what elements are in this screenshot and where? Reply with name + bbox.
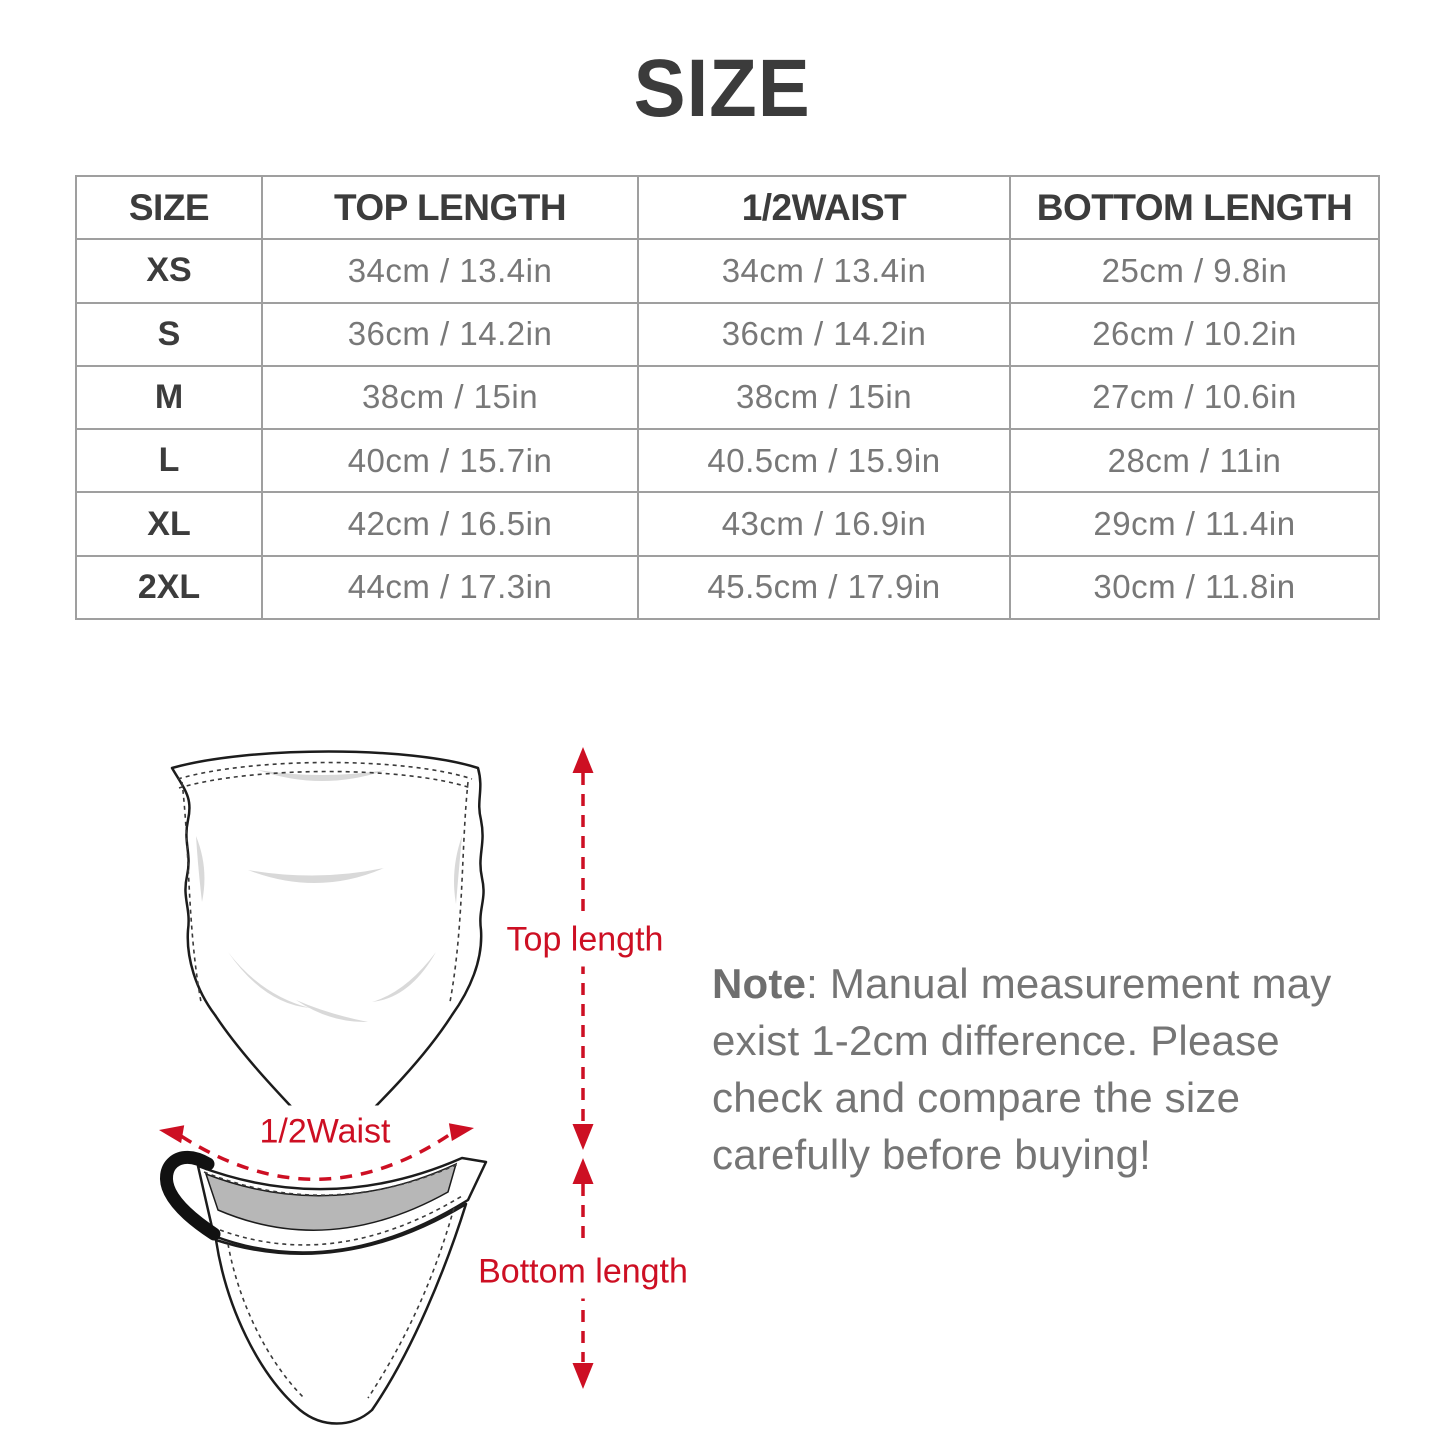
page-title: SIZE [634,43,811,134]
size-cell: L [76,429,262,492]
table-row [76,303,1379,366]
measurement-cell: 38cm / 15in [262,366,638,429]
garment-diagram [130,735,700,1445]
note-line-4: carefully before buying! [712,1131,1152,1178]
measurement-cell: 42cm / 16.5in [262,492,638,555]
header-cell-half-waist: 1/2WAIST [638,176,1010,239]
size-cell: S [76,303,262,366]
page-title-wrap [0,42,1445,136]
table-row [76,366,1379,429]
top-length-label: Top length [502,914,669,967]
header-cell-top-length: TOP LENGTH [262,176,638,239]
table-header-row [76,176,1379,239]
measurement-cell: 40.5cm / 15.9in [638,429,1010,492]
note-label: Note [712,960,807,1007]
note-line-2: exist 1-2cm difference. Please [712,1017,1280,1064]
note-line-3: check and compare the size [712,1074,1241,1121]
thong-bottom-drawing [166,1157,486,1423]
note-line-1: Note: Manual measurement may [712,960,1332,1007]
measurement-cell: 34cm / 13.4in [262,239,638,302]
bandeau-top-drawing [172,752,484,1151]
size-cell: M [76,366,262,429]
measurement-cell: 30cm / 11.8in [1010,556,1379,619]
measurement-cell: 29cm / 11.4in [1010,492,1379,555]
measurement-cell: 45.5cm / 17.9in [638,556,1010,619]
measurement-cell: 28cm / 11in [1010,429,1379,492]
measurement-cell: 38cm / 15in [638,366,1010,429]
size-cell: XS [76,239,262,302]
measurement-cell: 44cm / 17.3in [262,556,638,619]
table-row [76,239,1379,302]
table-row [76,556,1379,619]
measurement-cell: 36cm / 14.2in [262,303,638,366]
size-cell: XL [76,492,262,555]
size-cell: 2XL [76,556,262,619]
measurement-cell: 40cm / 15.7in [262,429,638,492]
measurement-cell: 26cm / 10.2in [1010,303,1379,366]
note-text [712,955,1377,1183]
measurement-cell: 27cm / 10.6in [1010,366,1379,429]
table-row [76,429,1379,492]
size-table [75,175,1380,620]
half-waist-label: 1/2Waist [254,1106,395,1159]
measurement-cell: 25cm / 9.8in [1010,239,1379,302]
header-cell-size: SIZE [76,176,262,239]
header-cell-bottom-length: BOTTOM LENGTH [1010,176,1379,239]
bottom-length-label: Bottom length [473,1246,693,1299]
measurement-cell: 34cm / 13.4in [638,239,1010,302]
table-row [76,492,1379,555]
measurement-cell: 36cm / 14.2in [638,303,1010,366]
measurement-cell: 43cm / 16.9in [638,492,1010,555]
